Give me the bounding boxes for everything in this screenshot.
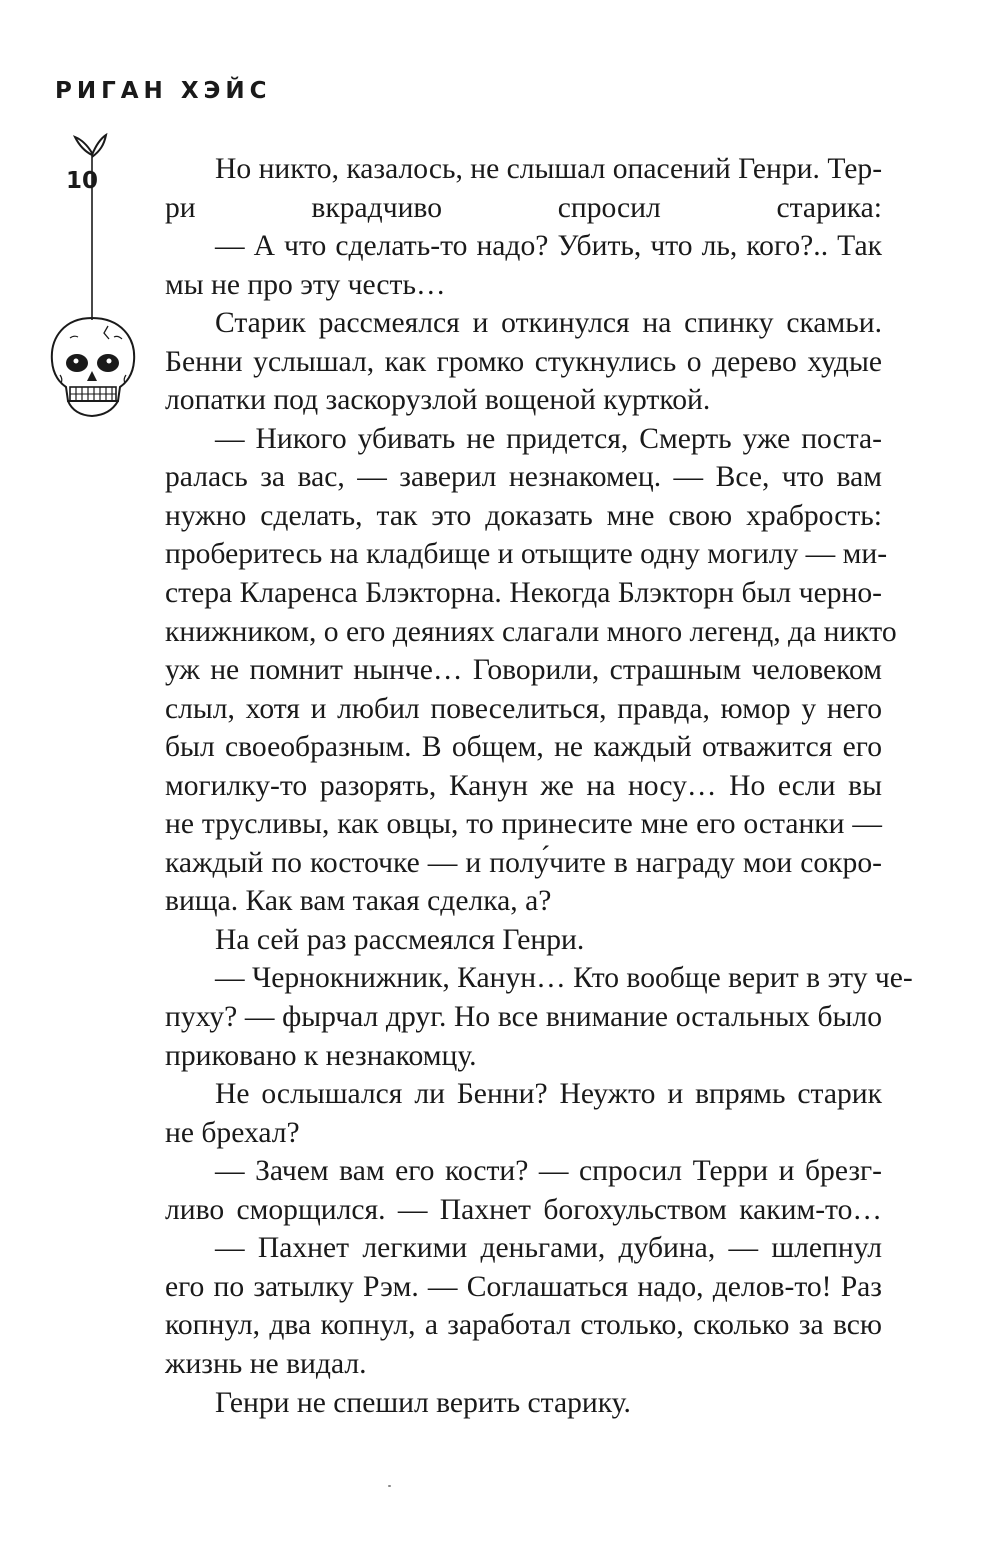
text-line: Но никто, казалось, не слышал опасений Генри. Тер- xyxy=(215,153,883,185)
text-line: нужно сделать, так это доказать мне свою храбрость: xyxy=(165,499,882,532)
text-line: На сей раз рассмеялся Генри. xyxy=(215,923,585,956)
text-line: Не ослышался ли Бенни? Неужто и впрямь старик xyxy=(215,1078,882,1111)
text-line: мы не про эту честь… xyxy=(165,268,446,301)
text-line: Генри не спешил верить старику. xyxy=(215,1386,631,1419)
text-line: ри вкрадчиво спросил старика: xyxy=(165,191,882,224)
text-line: каждый по косточке — и полу́чите в награду мои сокро- xyxy=(165,846,882,879)
text-line: проберитесь на кладбище и отыщите одну могилу — ми- xyxy=(165,538,888,571)
skull-ornament-icon xyxy=(30,125,170,435)
text-line: слыл, хотя и любил повеселиться, правда, юмор у него xyxy=(165,692,882,725)
text-line: книжником, о его деяниях слагали много легенд, да никто xyxy=(165,615,897,648)
text-line: Бенни услышал, как громко стукнулись о дерево худые xyxy=(165,345,882,378)
text-line: уж не помнит нынче… Говорили, страшным человеком xyxy=(165,654,882,687)
body-text xyxy=(165,150,913,1422)
text-line: не трусливы, как овцы, то принесите мне его останки — xyxy=(165,808,882,841)
text-line: лопатки под заскорузлой вощеной курткой. xyxy=(165,384,711,417)
text-line: его по затылку Рэм. — Соглашаться надо, делов-то! Раз xyxy=(165,1270,882,1303)
text-line: не брехал? xyxy=(165,1116,300,1149)
text-line: — Пахнет легкими деньгами, дубина, — шлепнул xyxy=(215,1232,882,1265)
text-line: ралась за вас, — заверил незнакомец. — Все, что вам xyxy=(165,461,882,494)
text-line: вища. Как вам такая сделка, а? xyxy=(165,885,552,918)
text-line: Старик рассмеялся и откинулся на спинку скамьи. xyxy=(215,307,882,340)
text-line: пуху? — фырчал друг. Но все внимание остальных было xyxy=(165,1001,882,1034)
text-line: — Зачем вам его кости? — спросил Терри и брезг- xyxy=(215,1155,882,1188)
text-line: приковано к незнакомцу. xyxy=(165,1039,477,1072)
text-line: стера Кларенса Блэкторна. Некогда Блэкторн был черно- xyxy=(165,577,882,610)
text-line: был своеобразным. В общем, не каждый отважится его xyxy=(165,731,882,764)
running-header-author: РИГАН ХЭЙС xyxy=(55,78,272,104)
print-speck xyxy=(388,1485,391,1487)
text-line: копнул, два копнул, а заработал столько, сколько за всю xyxy=(165,1309,882,1342)
text-line: ливо сморщился. — Пахнет богохульством каким-то… xyxy=(165,1193,882,1226)
text-line: могилку-то разорять, Канун же на носу… Но если вы xyxy=(165,769,882,802)
text-line: — А что сделать-то надо? Убить, что ль, кого?.. Так xyxy=(215,230,882,263)
text-line: жизнь не видал. xyxy=(165,1347,367,1380)
text-line: — Никого убивать не придется, Смерть уже поста- xyxy=(215,422,882,455)
page-number: 10 xyxy=(66,168,99,194)
text-line: — Чернокнижник, Канун… Кто вообще верит в эту че- xyxy=(215,962,913,995)
